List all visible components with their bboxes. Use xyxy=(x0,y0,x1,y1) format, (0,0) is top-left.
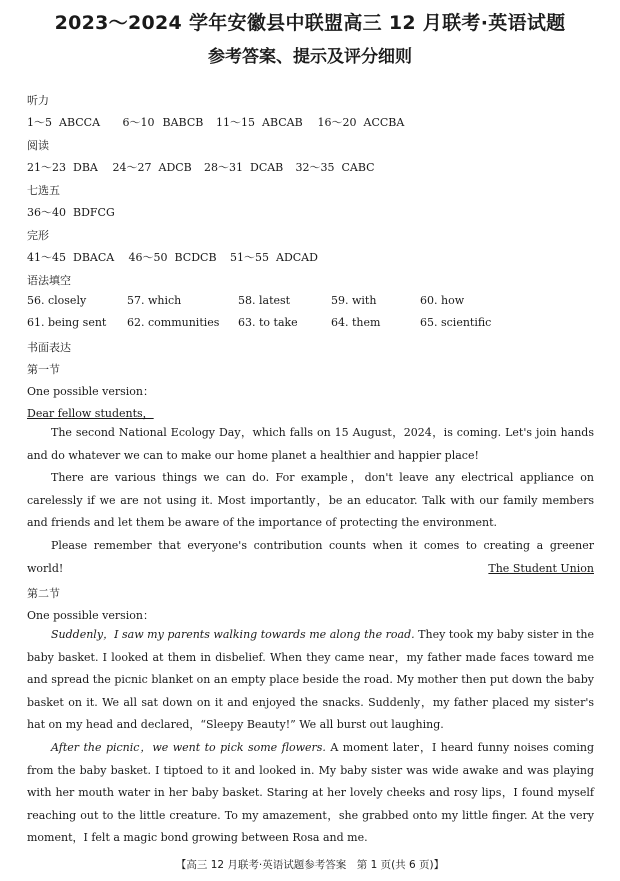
answer-range: 28～31 xyxy=(204,161,243,174)
version-label: One possible version： xyxy=(27,385,154,398)
letter-paragraph: The second National Ecology Day，which falls on 15 August，2024，is coming. Let's join hands and do whatever we can to make our home planet a healthier and happier place! xyxy=(27,426,594,462)
grammar-answer: 60. how xyxy=(420,294,465,307)
cloze-heading: 完形 xyxy=(27,229,49,242)
answer-range: 36～40 xyxy=(27,206,66,219)
story-paragraph-2 xyxy=(27,737,594,850)
letter-paragraph: There are various things we can do. For example，don't leave any electrical appliance on carelessly if we are not using it. Most importantly，be an educator. Talk with our family members and friends and let them be aware of the importance of protecting the environment. xyxy=(27,471,594,530)
grammar-answer: 63. to take xyxy=(238,316,298,329)
answer-range: 32～35 xyxy=(295,161,335,174)
answer-range: 6～10 xyxy=(122,116,155,129)
answer-letters: BCDCB xyxy=(174,251,217,264)
given-opening-sentence: After the picnic，we went to pick some flowers. xyxy=(51,741,326,754)
answer-letters: DBACA xyxy=(73,251,115,264)
answer-letters: DBA xyxy=(73,161,98,174)
letter-greeting: Dear fellow students， xyxy=(27,407,154,420)
grammar-answer: 58. latest xyxy=(238,294,291,307)
grammar-answer: 65. scientific xyxy=(420,316,492,329)
answer-letters: DCAB xyxy=(250,161,284,174)
answer-range: 24～27 xyxy=(112,161,152,174)
grammar-answer: 57. which xyxy=(127,294,182,307)
story-paragraph-1 xyxy=(27,624,594,737)
letter-signature: The Student Union xyxy=(488,562,594,575)
page-title: 2023～2024 学年安徽县中联盟高三 12 月联考·英语试题 xyxy=(54,12,566,34)
seven-five-answers xyxy=(27,204,133,220)
story-text: A moment later，I heard funny noises coming from the baby basket. I tiptoed to it and looked in. My baby sister was wide awake and was playing with her mouth water in her baby basket. Staring at her lovely cheeks and rosy lips，I found myself reaching out to the little creature. To my amazement，she grabbed onto my little finger. At the very moment，I felt a magic bond growing between Rosa and me. xyxy=(27,741,595,845)
answer-letters: ADCB xyxy=(158,161,192,174)
answer-letters: BDFCG xyxy=(73,206,115,219)
grammar-heading: 语法填空 xyxy=(27,274,71,287)
grammar-answer: 59. with xyxy=(331,294,377,307)
page-footer: 【高三 12 月联考·英语试题参考答案 第 1 页(共 6 页)】 xyxy=(175,859,445,871)
grammar-answer: 61. being sent xyxy=(27,316,107,329)
section-1-heading: 第一节 xyxy=(27,363,60,376)
reading-heading: 阅读 xyxy=(27,139,49,152)
seven-five-heading: 七选五 xyxy=(27,184,60,197)
answer-range: 41～45 xyxy=(27,251,66,264)
cloze-answers xyxy=(27,249,336,265)
answer-range: 16～20 xyxy=(317,116,357,129)
answer-letters: ABCCA xyxy=(59,116,101,129)
answer-letters: ACCBA xyxy=(363,116,405,129)
grammar-answer: 56. closely xyxy=(27,294,87,307)
grammar-answer: 64. them xyxy=(331,316,381,329)
listening-heading: 听力 xyxy=(27,94,49,107)
writing-heading: 书面表达 xyxy=(27,341,71,354)
answer-range: 1～5 xyxy=(27,116,52,129)
version-label: One possible version： xyxy=(27,609,154,622)
answer-letters: BABCB xyxy=(162,116,204,129)
section-2-heading: 第二节 xyxy=(27,587,60,600)
answer-letters: CABC xyxy=(341,161,375,174)
reading-answers xyxy=(27,159,384,175)
letter-paragraph: Please remember that everyone's contribution counts when it comes to creating a greener world! xyxy=(27,539,594,575)
answer-range: 46～50 xyxy=(128,251,168,264)
answer-range: 51～55 xyxy=(230,251,269,264)
grammar-answer: 62. communities xyxy=(127,316,220,329)
answer-letters: ABCAB xyxy=(262,116,303,129)
given-opening-sentence: Suddenly，I saw my parents walking towards me along the road. xyxy=(51,628,415,641)
page-subtitle: 参考答案、提示及评分细则 xyxy=(208,47,412,67)
answer-range: 11～15 xyxy=(216,116,255,129)
answer-letters: ADCAD xyxy=(276,251,318,264)
story-text: They took my baby sister in the baby basket. I looked at them in disbelief. When they came near，my father made faces toward me and spread the picnic blanket on an empty place beside the road. My mother then put down the baby basket on it. We all sat down on it and enjoyed the snacks. Suddenly，my father placed my sister's hat on my head and declared，“Sleepy Beauty!” We all burst out laughing. xyxy=(27,628,594,732)
answer-range: 21～23 xyxy=(27,161,66,174)
listening-answers xyxy=(27,114,416,130)
